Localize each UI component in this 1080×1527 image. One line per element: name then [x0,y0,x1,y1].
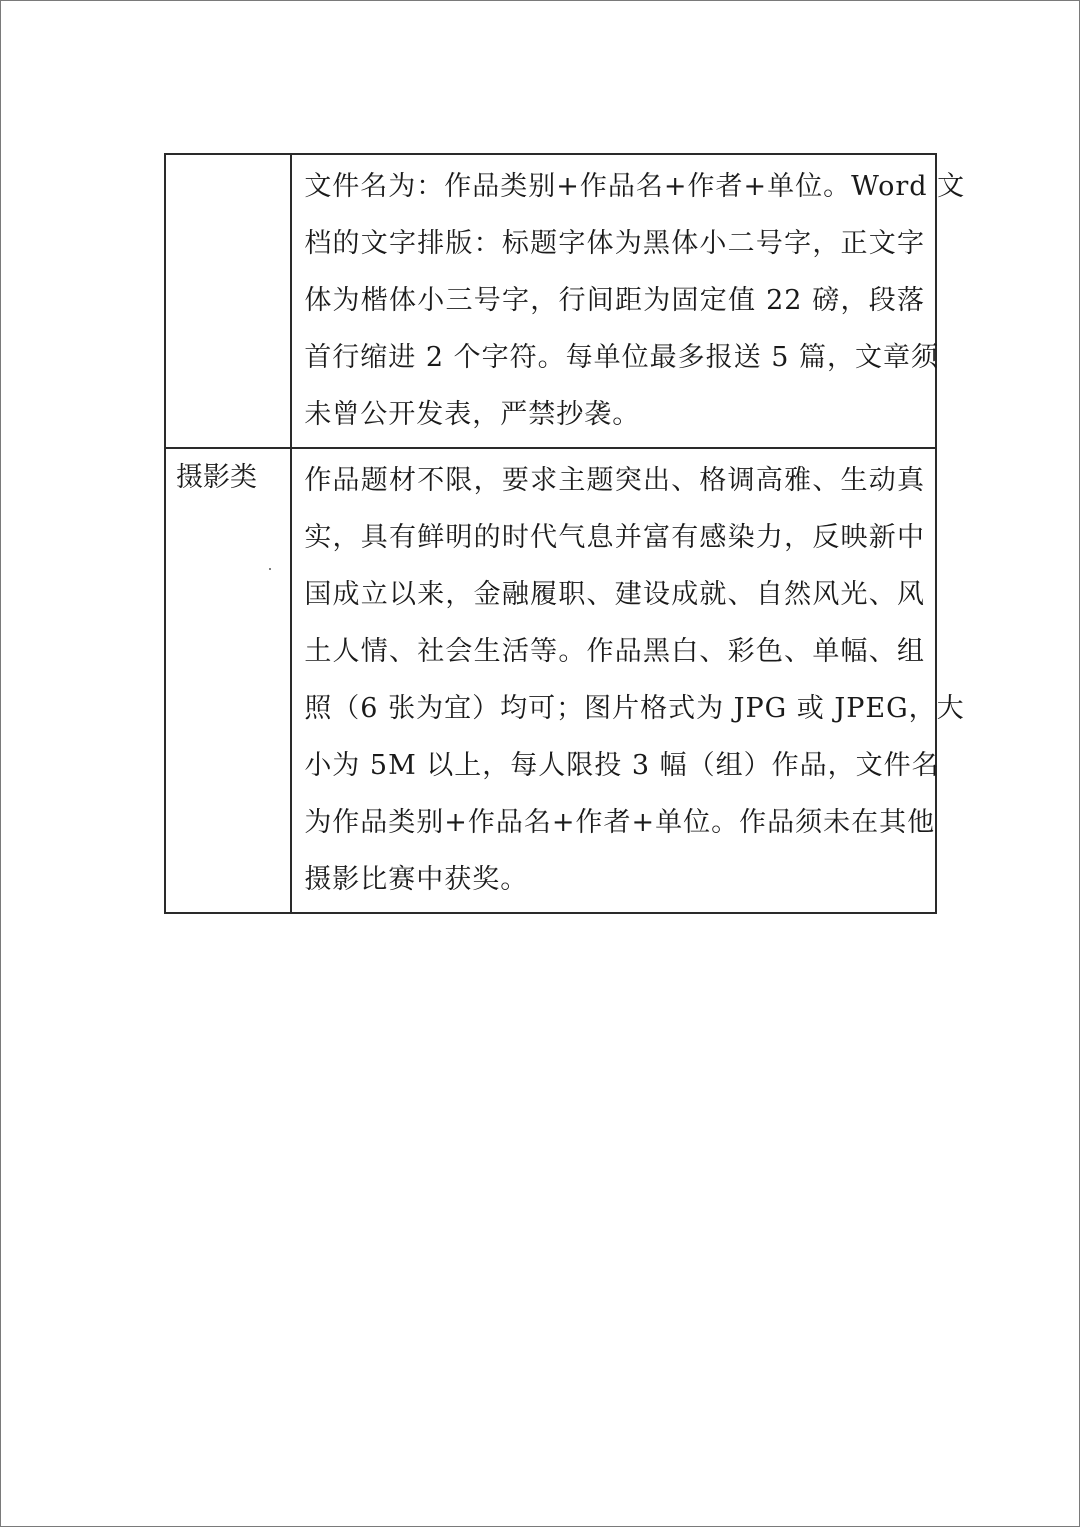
description-line: 体为楷体小三号字，行间距为固定值 22 磅，段落 [304,285,925,316]
scan-speck [269,568,271,570]
description-line: 小为 5M 以上，每人限投 3 幅（组）作品，文件名 [304,750,940,781]
category-cell: 摄影类 [165,448,291,913]
table-row [165,448,936,913]
description-line: 作品题材不限，要求主题突出、格调高雅、生动真 [304,465,925,496]
description-line: 实，具有鲜明的时代气息并富有感染力，反映新中 [304,522,925,553]
description-line: 档的文字排版：标题字体为黑体小二号字，正文字 [304,228,925,259]
description-line: 首行缩进 2 个字符。每单位最多报送 5 篇，文章须 [304,342,939,373]
description-cell [291,448,965,913]
description-line: 为作品类别+作品名+作者+单位。作品须未在其他 [304,807,936,838]
description-line: 文件名为：作品类别+作品名+作者+单位。Word 文 [304,171,966,202]
description-line: 摄影比赛中获奖。 [304,864,529,895]
description-line: 土人情、社会生活等。作品黑白、彩色、单幅、组 [304,636,925,667]
description-cell [291,154,966,448]
description-line: 照（6 张为宜）均可；图片格式为 JPG 或 JPEG，大 [304,693,965,724]
table-row [165,154,936,448]
description-line: 国成立以来，金融履职、建设成就、自然风光、风 [304,579,925,610]
submission-requirements-table [164,153,966,914]
description-line: 未曾公开发表，严禁抄袭。 [304,399,641,430]
category-cell [165,154,291,448]
